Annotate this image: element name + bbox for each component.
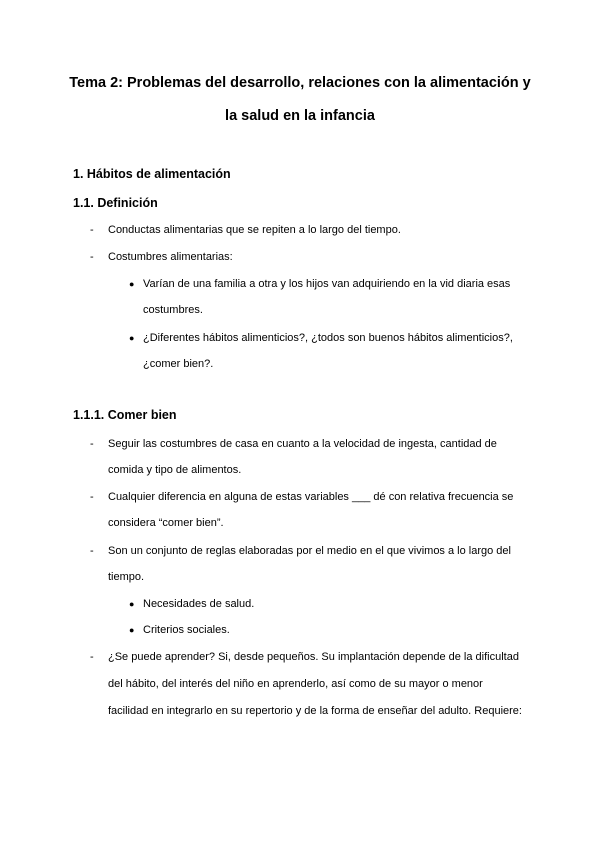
list-item: Son un conjunto de reglas elaboradas por el medio en el que vivimos a lo largo del — [108, 545, 511, 557]
dash-marker: - — [90, 491, 94, 503]
list-item: Conductas alimentarias que se repiten a lo largo del tiempo. — [108, 224, 401, 236]
dash-marker: - — [90, 251, 94, 263]
sub-list-item: Criterios sociales. — [143, 624, 230, 636]
document-title-line-2: la salud en la infancia — [225, 108, 375, 124]
section-heading-1: 1. Hábitos de alimentación — [73, 167, 231, 181]
dash-marker: - — [90, 545, 94, 557]
list-item-continuation: considera “comer bien”. — [108, 517, 224, 529]
sub-list-item: Necesidades de salud. — [143, 598, 255, 610]
bullet-icon: ● — [129, 599, 135, 609]
dash-marker: - — [90, 438, 94, 450]
list-item-continuation: comida y tipo de alimentos. — [108, 464, 242, 476]
list-item-continuation: del hábito, del interés del niño en aprenderlo, así como de su mayor o menor — [108, 678, 483, 690]
bullet-icon: ● — [129, 333, 135, 343]
list-item: Seguir las costumbres de casa en cuanto a la velocidad de ingesta, cantidad de — [108, 438, 497, 450]
list-item: Cualquier diferencia en alguna de estas variables ___ dé con relativa frecuencia se — [108, 491, 514, 503]
document-title-line-1: Tema 2: Problemas del desarrollo, relaciones con la alimentación y — [69, 75, 531, 91]
sub-list-item: Varían de una familia a otra y los hijos van adquiriendo en la vid diaria esas — [143, 278, 511, 290]
dash-marker: - — [90, 651, 94, 663]
list-item: Costumbres alimentarias: — [108, 251, 233, 263]
list-item-continuation: tiempo. — [108, 571, 145, 583]
section-heading-1-1: 1.1. Definición — [73, 196, 158, 210]
sub-list-item-continuation: costumbres. — [143, 304, 203, 316]
list-item-continuation: facilidad en integrarlo en su repertorio y de la forma de enseñar del adulto. Requiere: — [108, 705, 522, 717]
bullet-icon: ● — [129, 279, 135, 289]
bullet-icon: ● — [129, 625, 135, 635]
dash-marker: - — [90, 224, 94, 236]
sub-list-item-continuation: ¿comer bien?. — [143, 358, 214, 370]
list-item: ¿Se puede aprender? Si, desde pequeños. Su implantación depende de la dificultad — [108, 651, 519, 663]
section-heading-1-1-1: 1.1.1. Comer bien — [73, 408, 177, 422]
sub-list-item: ¿Diferentes hábitos alimenticios?, ¿todos son buenos hábitos alimenticios?, — [143, 332, 513, 344]
